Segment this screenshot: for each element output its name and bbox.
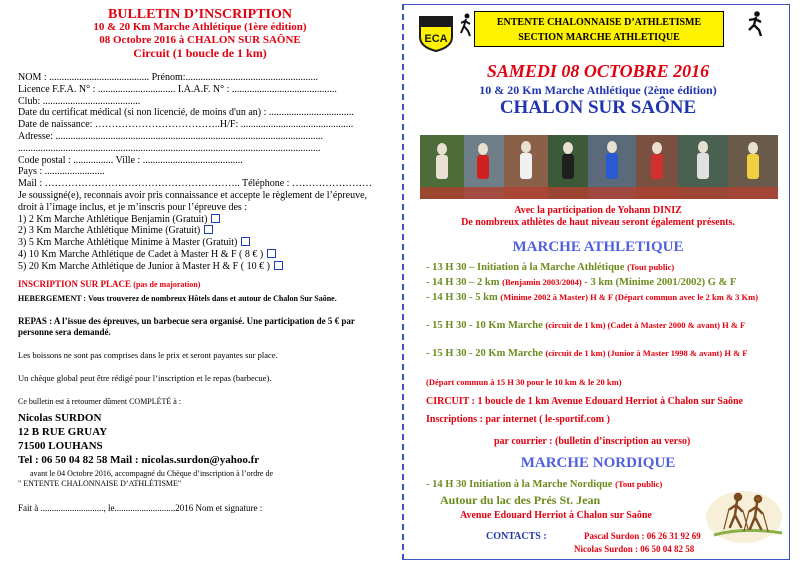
address-city: 71500 LOUHANS: [18, 439, 103, 452]
section-marche-nordique: MARCHE NORDIQUE: [520, 455, 676, 471]
event-subtitle: 10 & 20 Km Marche Athlétique (2ème édition): [479, 83, 717, 97]
field-licence[interactable]: Licence F.F.A. N° : ............................... I.A.A.F. N° : ..........................................: [18, 83, 337, 95]
contact-tel-mail: Tel : 06 50 04 82 58 Mail : nicolas.surdon@yahoo.fr: [18, 453, 260, 466]
field-pays[interactable]: Pays : ........................: [18, 166, 105, 178]
event-checkbox[interactable]: [267, 249, 276, 258]
event-checkbox[interactable]: [211, 214, 220, 223]
guest-athletes-note: De nombreux athlètes de haut niveau seront également présents.: [461, 217, 735, 228]
club-header-box: [474, 11, 724, 47]
field-certificat[interactable]: Date du certificat médical (si non licencié, de moins d'un an) : ..................................: [18, 107, 354, 119]
event-poster-page: [402, 4, 790, 560]
field-naissance[interactable]: Date de naissance: ………………………………..H/F: .............................................: [18, 119, 354, 131]
event-date: SAMEDI 08 OCTOBRE 2016: [486, 61, 710, 81]
athletes-photo-strip: [420, 135, 778, 199]
address-street: 12 B RUE GRUAY: [18, 425, 108, 438]
declaration-1: Je soussigné(e), reconnais avoir pris connaissance et accepte le règlement de l’épreuve,: [18, 189, 368, 201]
event-option-5: [18, 261, 382, 273]
boissons-text: Les boissons ne sont pas comprises dans le prix et seront payantes sur place.: [18, 349, 278, 360]
contact-nicolas: Nicolas Surdon : 06 50 04 82 58: [574, 544, 695, 554]
program-item: - 14 H 30 – 2 km (Benjamin 2003/2004) - 3 km (Minime 2001/2002) G & F: [426, 277, 737, 288]
field-mail[interactable]: Mail : ………………………………………………….. Téléphone : ……………………: [18, 178, 372, 190]
form-fields: [18, 72, 382, 273]
signature-line[interactable]: Fait à ............................, le...........................2016 Nom et signature :: [18, 502, 263, 513]
address-name: Nicolas SURDON: [18, 411, 102, 424]
form-title: BULLETIN D’INSCRIPTION: [108, 7, 292, 22]
circuit-info: CIRCUIT : 1 boucle de 1 km Avenue Edouard Herriot à Chalon sur Saône: [426, 396, 743, 407]
event-option-3: [18, 237, 382, 249]
contacts-label: CONTACTS :: [486, 531, 547, 542]
section-marche-athletique: MARCHE ATHLETIQUE: [512, 239, 684, 255]
nordic-walkers-icon: [704, 483, 784, 543]
form-subtitle: 10 & 20 Km Marche Athlétique (1ère édition): [93, 21, 307, 33]
repas-text: REPAS : A l’issue des épreuves, un barbecue sera organisé. Une participation de 5 € par personne sera demandé.: [18, 315, 355, 337]
program-item: - 15 H 30 - 20 Km Marche (circuit de 1 km) (Junior à Master 1998 & avant) H & F: [426, 348, 748, 359]
ordre-text: " ENTENTE CHALONNAISE D’ATHLÉTISME": [18, 478, 182, 488]
event-label: 5) 20 Km Marche Athlétique de Junior à Master H & F ( 10 € ): [18, 260, 270, 272]
event-label: 4) 10 Km Marche Athlétique de Cadet à Master H & F ( 8 € ): [18, 248, 264, 260]
avant-text: avant le 04 Octobre 2016, accompagné du Chèque d’inscription à l’ordre de: [30, 468, 274, 478]
event-option-1: [18, 214, 382, 226]
program-item: - 13 H 30 – Initiation à la Marche Athlétique (Tout public): [426, 262, 675, 273]
declaration-2: droit à l’image inclus, et je m’inscris pour l’épreuve des :: [18, 201, 248, 213]
club-name: ENTENTE CHALONNAISE D’ATHLETISME: [496, 17, 702, 28]
event-label: 3) 5 Km Marche Athlétique Minime à Master (Gratuit): [18, 237, 238, 249]
event-option-2: [18, 225, 382, 237]
form-circuit: Circuit (1 boucle de 1 km): [133, 46, 267, 60]
inscription-courrier: par courrier : (bulletin d’inscription au verso): [494, 436, 691, 447]
club-logo-icon: [416, 13, 456, 53]
club-section: SECTION MARCHE ATHLETIQUE: [518, 32, 680, 43]
field-adresse[interactable]: Adresse: ...........................................................................................................: [18, 130, 323, 142]
nordic-initiation: - 14 H 30 Initiation à la Marche Nordique (Tout public): [426, 479, 663, 490]
program-item: - 14 H 30 - 5 km (Minime 2002 à Master) H & F (Départ commun avec le 2 km & 3 Km): [426, 292, 759, 303]
inscription-sur-place: INSCRIPTION SUR PLACE (pas de majoration): [18, 278, 201, 289]
logo-text: ECA: [424, 33, 448, 45]
event-label: 1) 2 Km Marche Athlétique Benjamin (Gratuit): [18, 213, 208, 225]
event-city: CHALON SUR SAÔNE: [499, 97, 697, 118]
nordic-address: Avenue Edouard Herriot à Chalon sur Saône: [460, 510, 652, 521]
form-date: 08 Octobre 2016 à CHALON SUR SAÔNE: [99, 34, 301, 46]
field-adresse-2[interactable]: .........................................................................................................................: [18, 142, 321, 154]
nordic-location: Autour du lac des Prés St. Jean: [440, 493, 601, 507]
event-label: 2) 3 Km Marche Athlétique Minime (Gratuit): [18, 225, 201, 237]
event-checkbox[interactable]: [241, 237, 250, 246]
field-code-postal[interactable]: Code postal : ................ Ville : ........................................: [18, 154, 243, 166]
contact-pascal: Pascal Surdon : 06 26 31 92 69: [584, 531, 701, 541]
event-checkbox[interactable]: [204, 225, 213, 234]
program-note: (Départ commun à 15 H 30 pour le 10 km & le 20 km): [426, 377, 622, 387]
inscription-internet: Inscriptions : par internet ( le-sportif.com ): [426, 414, 610, 425]
runner-icon: [744, 11, 766, 37]
guest-athlete: Avec la participation de Yohann DINIZ: [514, 205, 682, 216]
field-nom[interactable]: NOM : ........................................ Prénom:.....................................................: [18, 72, 318, 83]
hebergement-text: HEBERGEMENT : Vous trouverez de nombreux Hôtels dans et autour de Chalon Sur Saône.: [18, 293, 337, 303]
field-club[interactable]: Club: .......................................: [18, 95, 141, 107]
event-checkbox[interactable]: [274, 261, 283, 270]
retour-text: Ce bulletin est à retourner dûment COMPLÉTÉ à :: [18, 396, 182, 406]
program-item: - 15 H 30 - 10 Km Marche (circuit de 1 km) (Cadet à Master 2000 & avant) H & F: [426, 320, 746, 331]
runner-icon: [458, 13, 474, 37]
cheque-text: Un chèque global peut être rédigé pour l’inscription et le repas (barbecue).: [18, 372, 272, 383]
event-option-4: [18, 249, 382, 261]
